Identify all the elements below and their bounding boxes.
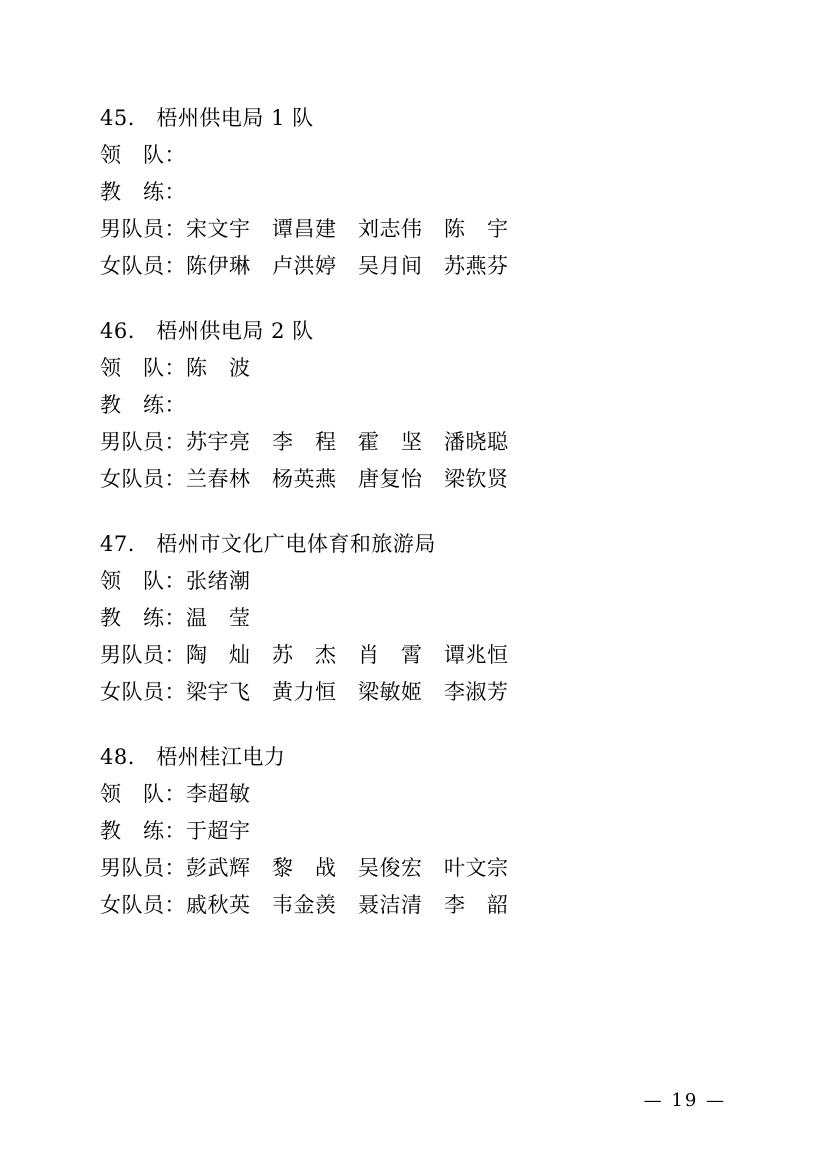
row-label: 领 队： xyxy=(100,782,186,806)
team-heading xyxy=(100,100,726,137)
team-name: 梧州供电局 2 队 xyxy=(156,319,314,343)
team-entry xyxy=(100,526,726,711)
row-value: 陈伊琳 卢洪婷 吴月间 苏燕芬 xyxy=(186,254,509,278)
row-label: 女队员： xyxy=(100,893,186,917)
team-row xyxy=(100,850,726,887)
row-label: 男队员： xyxy=(100,430,186,454)
row-value: 李超敏 xyxy=(186,782,251,806)
team-heading xyxy=(100,739,726,776)
team-row xyxy=(100,563,726,600)
team-name: 梧州供电局 1 队 xyxy=(156,106,314,130)
row-value: 陈 波 xyxy=(186,356,251,380)
team-row xyxy=(100,887,726,924)
row-label: 女队员： xyxy=(100,467,186,491)
row-label: 女队员： xyxy=(100,680,186,704)
row-value: 兰春林 杨英燕 唐复怡 梁钦贤 xyxy=(186,467,509,491)
team-entry xyxy=(100,739,726,924)
team-row xyxy=(100,776,726,813)
row-value: 于超宇 xyxy=(186,819,251,843)
team-row xyxy=(100,248,726,285)
row-label: 教 练： xyxy=(100,180,186,204)
team-number: 46. xyxy=(100,319,135,343)
team-number: 47. xyxy=(100,532,135,556)
row-value: 彭武辉 黎 战 吴俊宏 叶文宗 xyxy=(186,856,509,880)
row-label: 男队员： xyxy=(100,217,186,241)
row-value: 苏宇亮 李 程 霍 坚 潘晓聪 xyxy=(186,430,509,454)
team-row xyxy=(100,350,726,387)
row-label: 女队员： xyxy=(100,254,186,278)
row-value: 戚秋英 韦金羡 聂洁清 李 韶 xyxy=(186,893,509,917)
row-label: 教 练： xyxy=(100,606,186,630)
row-label: 领 队： xyxy=(100,356,186,380)
document-body xyxy=(100,100,726,924)
row-value: 温 莹 xyxy=(186,606,251,630)
team-row xyxy=(100,813,726,850)
row-label: 教 练： xyxy=(100,819,186,843)
team-name: 梧州市文化广电体育和旅游局 xyxy=(156,532,436,556)
row-value: 张绪潮 xyxy=(186,569,251,593)
team-row xyxy=(100,674,726,711)
row-label: 男队员： xyxy=(100,643,186,667)
team-entry xyxy=(100,313,726,498)
row-value: 宋文宇 谭昌建 刘志伟 陈 宇 xyxy=(186,217,509,241)
row-label: 男队员： xyxy=(100,856,186,880)
row-value: 陶 灿 苏 杰 肖 霄 谭兆恒 xyxy=(186,643,509,667)
team-number: 45. xyxy=(100,106,135,130)
team-row xyxy=(100,174,726,211)
team-row xyxy=(100,424,726,461)
team-row xyxy=(100,137,726,174)
team-row xyxy=(100,211,726,248)
team-row xyxy=(100,637,726,674)
team-row xyxy=(100,600,726,637)
team-heading xyxy=(100,526,726,563)
team-heading xyxy=(100,313,726,350)
team-entry xyxy=(100,100,726,285)
team-row xyxy=(100,387,726,424)
team-row xyxy=(100,461,726,498)
row-value: 梁宇飞 黄力恒 梁敏姬 李淑芳 xyxy=(186,680,509,704)
row-label: 教 练： xyxy=(100,393,186,417)
row-label: 领 队： xyxy=(100,569,186,593)
team-number: 48. xyxy=(100,745,135,769)
team-name: 梧州桂江电力 xyxy=(156,745,286,769)
row-label: 领 队： xyxy=(100,143,186,167)
page-number: — 19 — xyxy=(643,1090,726,1111)
